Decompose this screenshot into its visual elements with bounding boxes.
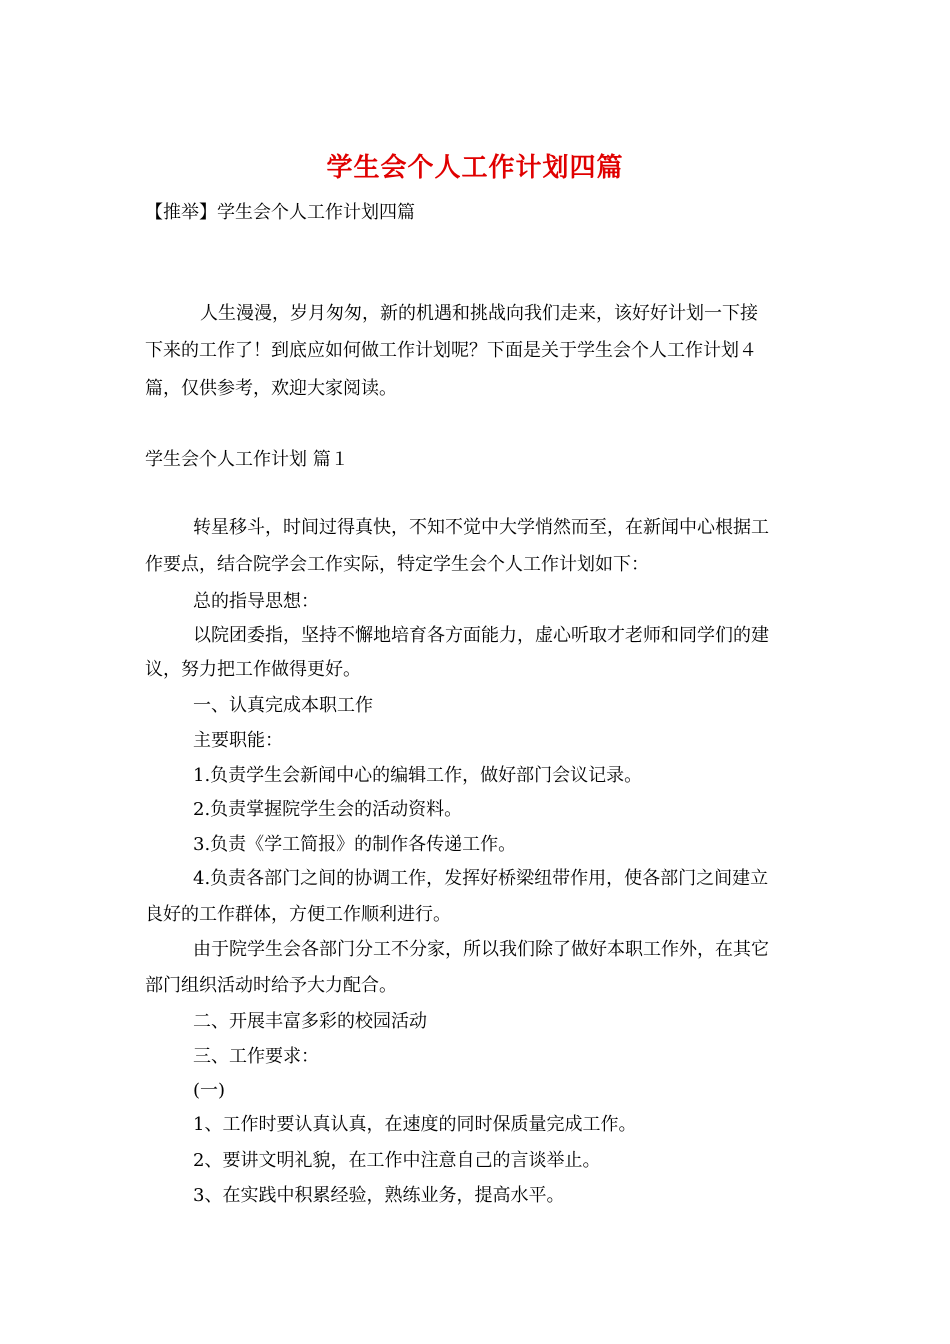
body-line: 3、在实践中积累经验，熟练业务，提高水平。 xyxy=(193,1185,565,1206)
body-line: 部门组织活动时给予大力配合。 xyxy=(145,975,397,996)
body-line: (一) xyxy=(193,1080,226,1101)
body-line: 作要点，结合院学会工作实际，特定学生会个人工作计划如下： xyxy=(145,554,649,575)
body-line: 以院团委指，坚持不懈地培育各方面能力，虚心听取才老师和同学们的建 xyxy=(193,625,769,646)
body-line: 2.负责掌握院学生会的活动资料。 xyxy=(193,799,463,820)
body-line: 总的指导思想： xyxy=(193,591,319,612)
body-line: 三、工作要求： xyxy=(193,1046,319,1067)
section-heading: 学生会个人工作计划 篇１ xyxy=(145,449,349,470)
body-line: 3.负责《学工简报》的制作各传递工作。 xyxy=(193,834,517,855)
body-line: 2、要讲文明礼貌，在工作中注意自己的言谈举止。 xyxy=(193,1150,601,1171)
body-line: 转星移斗，时间过得真快，不知不觉中大学悄然而至，在新闻中心根据工 xyxy=(193,517,769,538)
body-line: 主要职能： xyxy=(193,730,283,751)
document-title: 学生会个人工作计划四篇 xyxy=(326,153,624,183)
intro-line-3: 篇，仅供参考，欢迎大家阅读。 xyxy=(145,378,397,399)
document-subtitle: 【推举】学生会个人工作计划四篇 xyxy=(145,202,415,223)
body-line: 由于院学生会各部门分工不分家，所以我们除了做好本职工作外，在其它 xyxy=(193,939,769,960)
body-line: 4.负责各部门之间的协调工作，发挥好桥梁纽带作用，使各部门之间建立 xyxy=(193,868,769,889)
body-line: 一、认真完成本职工作 xyxy=(193,695,373,716)
intro-line-2: 下来的工作了！到底应如何做工作计划呢？下面是关于学生会个人工作计划４ xyxy=(145,340,757,361)
body-line: 良好的工作群体，方便工作顺利进行。 xyxy=(145,904,451,925)
intro-line-1: 人生漫漫，岁月匆匆，新的机遇和挑战向我们走来，该好好计划一下接 xyxy=(200,303,758,324)
body-line: 二、开展丰富多彩的校园活动 xyxy=(193,1011,427,1032)
body-line: 议，努力把工作做得更好。 xyxy=(145,659,361,680)
body-line: 1.负责学生会新闻中心的编辑工作，做好部门会议记录。 xyxy=(193,765,643,786)
body-line: 1、工作时要认真认真，在速度的同时保质量完成工作。 xyxy=(193,1114,637,1135)
